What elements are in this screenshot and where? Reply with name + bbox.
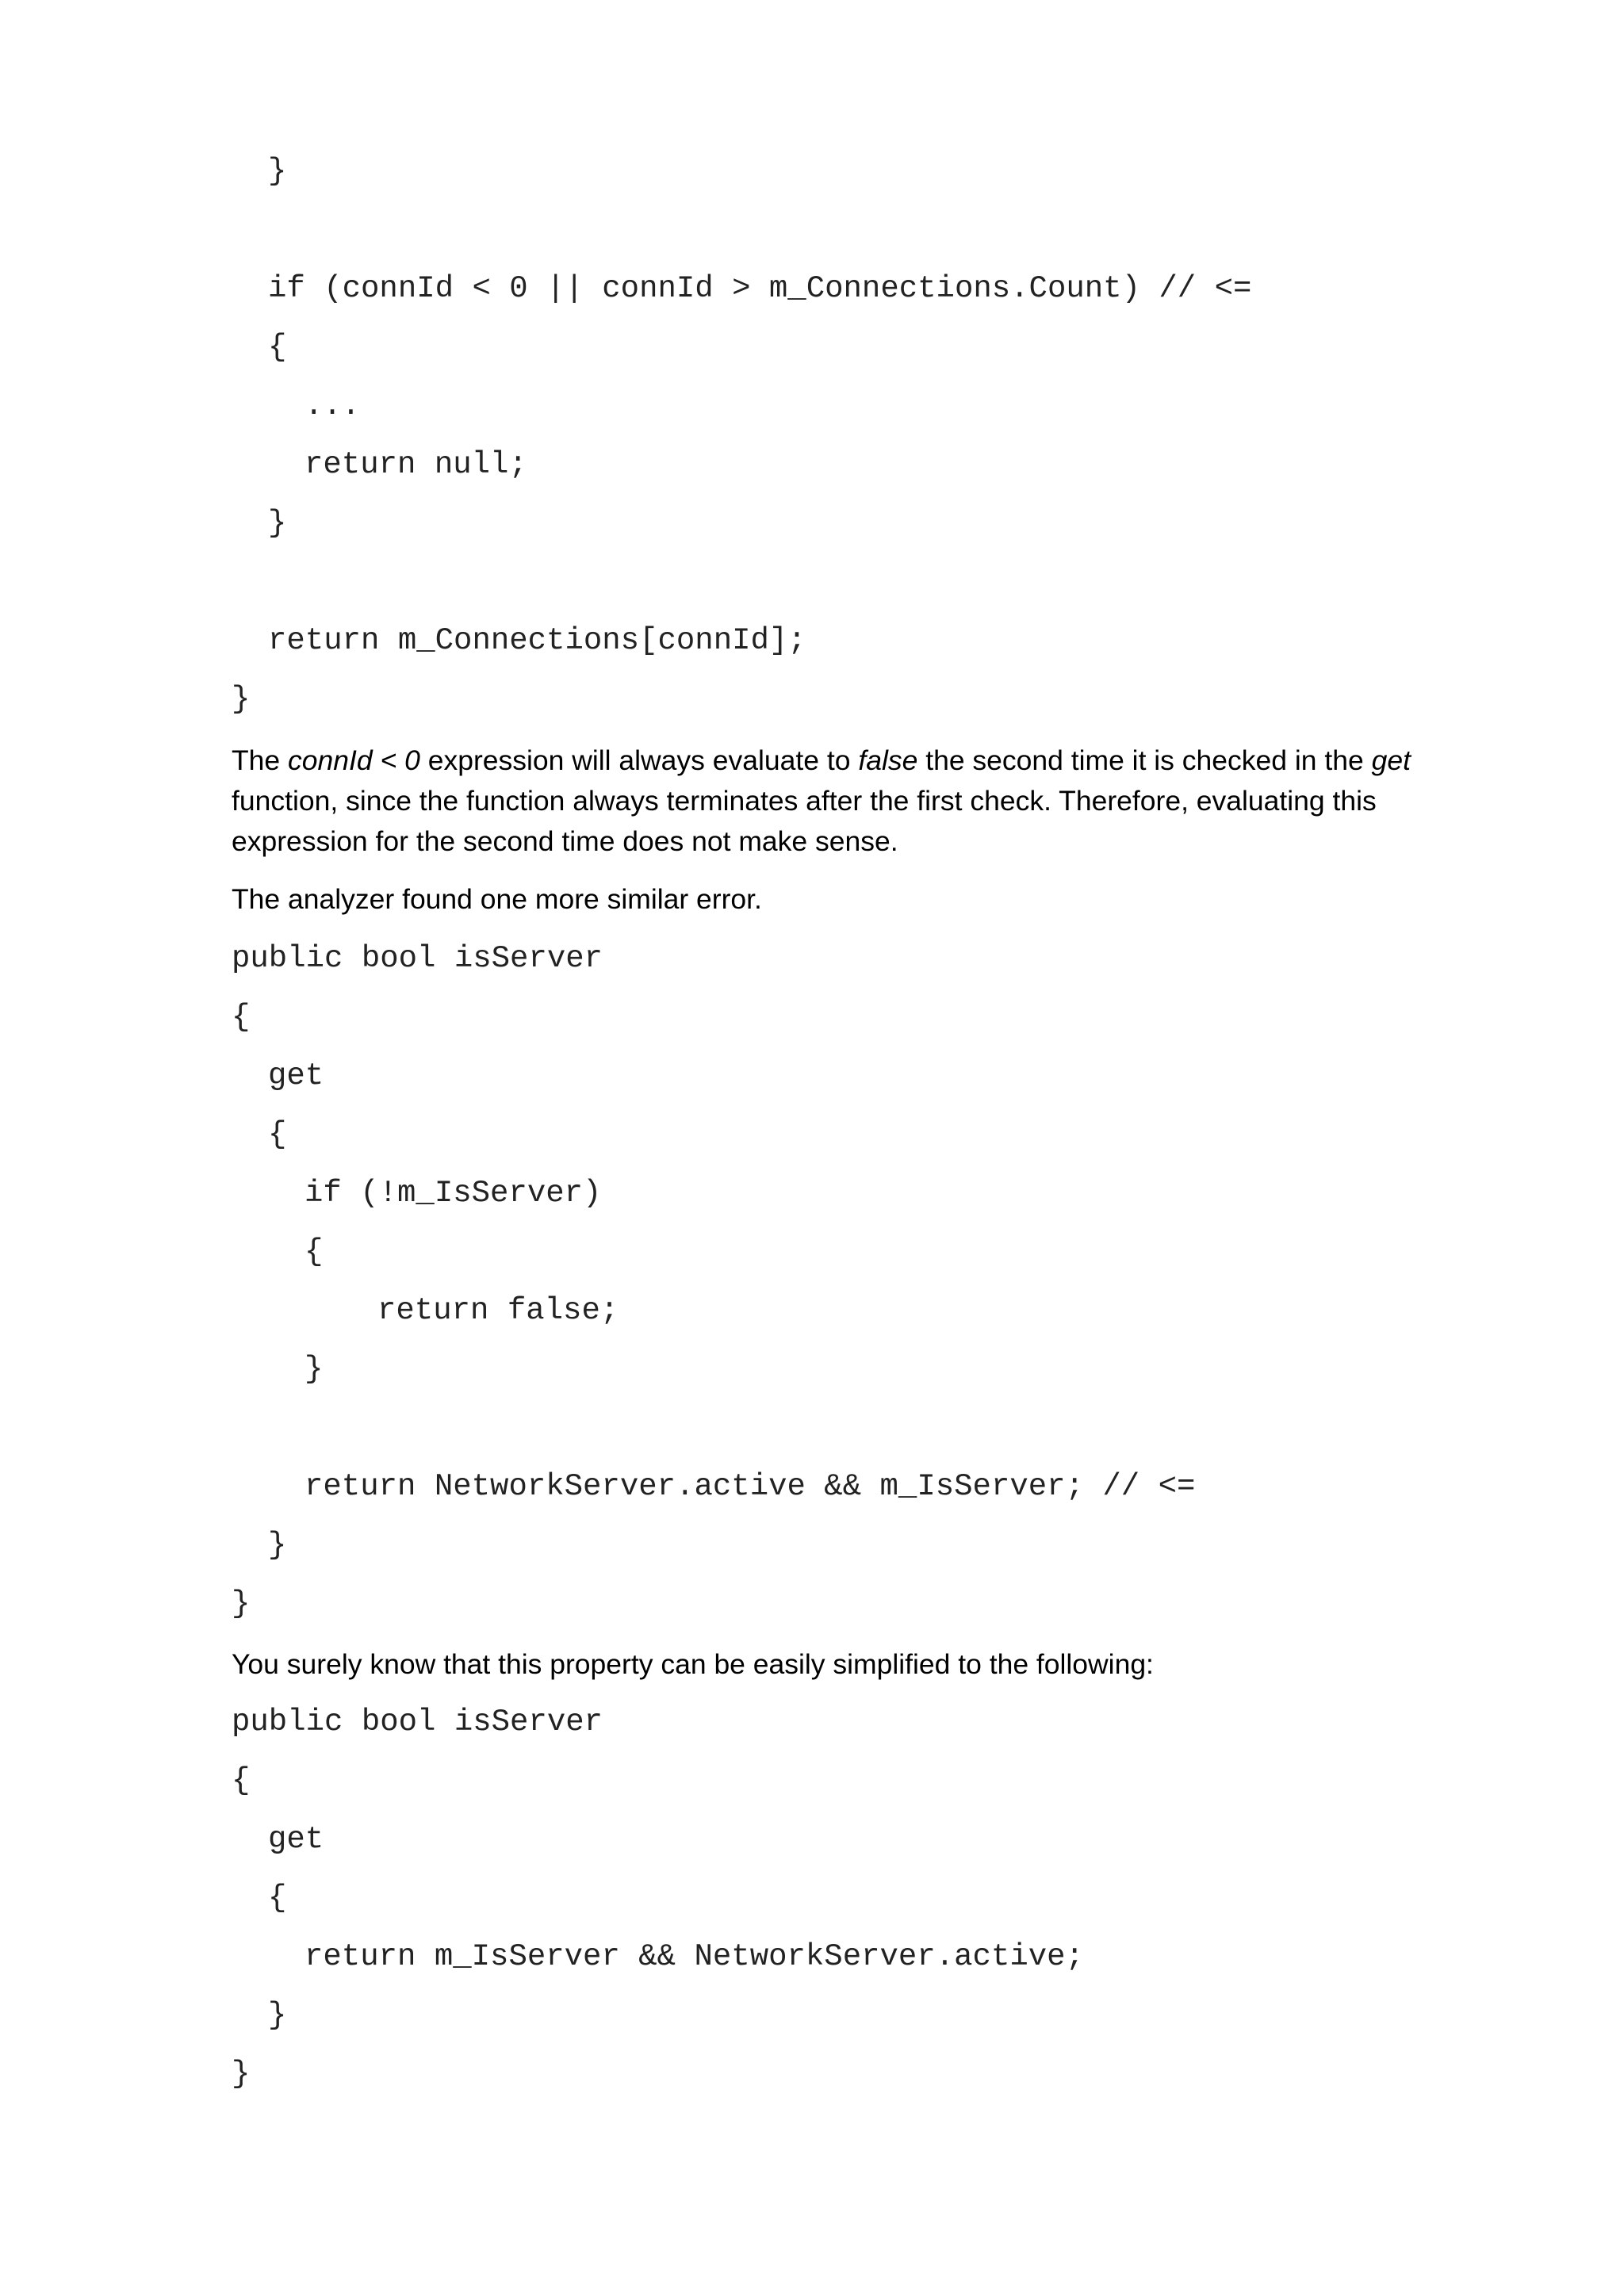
code-line: } xyxy=(232,682,251,717)
code-line: } xyxy=(304,1352,324,1387)
code-line: } xyxy=(232,1586,251,1621)
code-line: if (!m_IsServer) xyxy=(304,1176,602,1211)
text-run: the second time it is checked in the xyxy=(917,744,1372,776)
code-line: } xyxy=(268,1998,287,2033)
code-line: } xyxy=(268,506,287,541)
code-line: get xyxy=(268,1822,324,1857)
code-line: } xyxy=(268,154,287,189)
emphasis-text: get xyxy=(1371,744,1411,776)
code-line: return NetworkServer.active && m_IsServer; // <= xyxy=(304,1469,1196,1504)
code-line: { xyxy=(268,1881,287,1915)
emphasis-text: false xyxy=(858,744,918,776)
paragraph-similar-error: The analyzer found one more similar error. xyxy=(232,883,762,915)
code-line: } xyxy=(232,2057,251,2091)
text-run: The xyxy=(232,744,289,776)
code-line: { xyxy=(268,1117,287,1152)
emphasis-text: connId < 0 xyxy=(288,744,420,776)
code-line: { xyxy=(268,330,287,365)
text-run: function, since the function always terminates after the first check. Therefore, evaluating this expression for the second time does not make sense. xyxy=(232,785,1377,857)
code-line: return false; xyxy=(377,1293,619,1328)
code-line: get xyxy=(268,1058,324,1093)
code-line: { xyxy=(232,1000,251,1035)
code-line: ... xyxy=(304,388,361,423)
code-line: if (connId < 0 || connId > m_Connections.Count) // <= xyxy=(268,271,1252,306)
paragraph-simplification: You surely know that this property can be easily simplified to the following: xyxy=(232,1648,1154,1680)
code-line: { xyxy=(304,1234,324,1269)
paragraph-explanation xyxy=(232,740,1500,862)
code-line: return m_IsServer && NetworkServer.active; xyxy=(304,1939,1084,1974)
code-line: } xyxy=(268,1528,287,1563)
code-line: return null; xyxy=(304,447,527,482)
code-line: public bool isServer xyxy=(232,1705,603,1739)
text-run: expression will always evaluate to xyxy=(419,744,859,776)
code-line: public bool isServer xyxy=(232,941,603,976)
code-line: { xyxy=(232,1763,251,1798)
code-line: return m_Connections[connId]; xyxy=(268,623,806,658)
